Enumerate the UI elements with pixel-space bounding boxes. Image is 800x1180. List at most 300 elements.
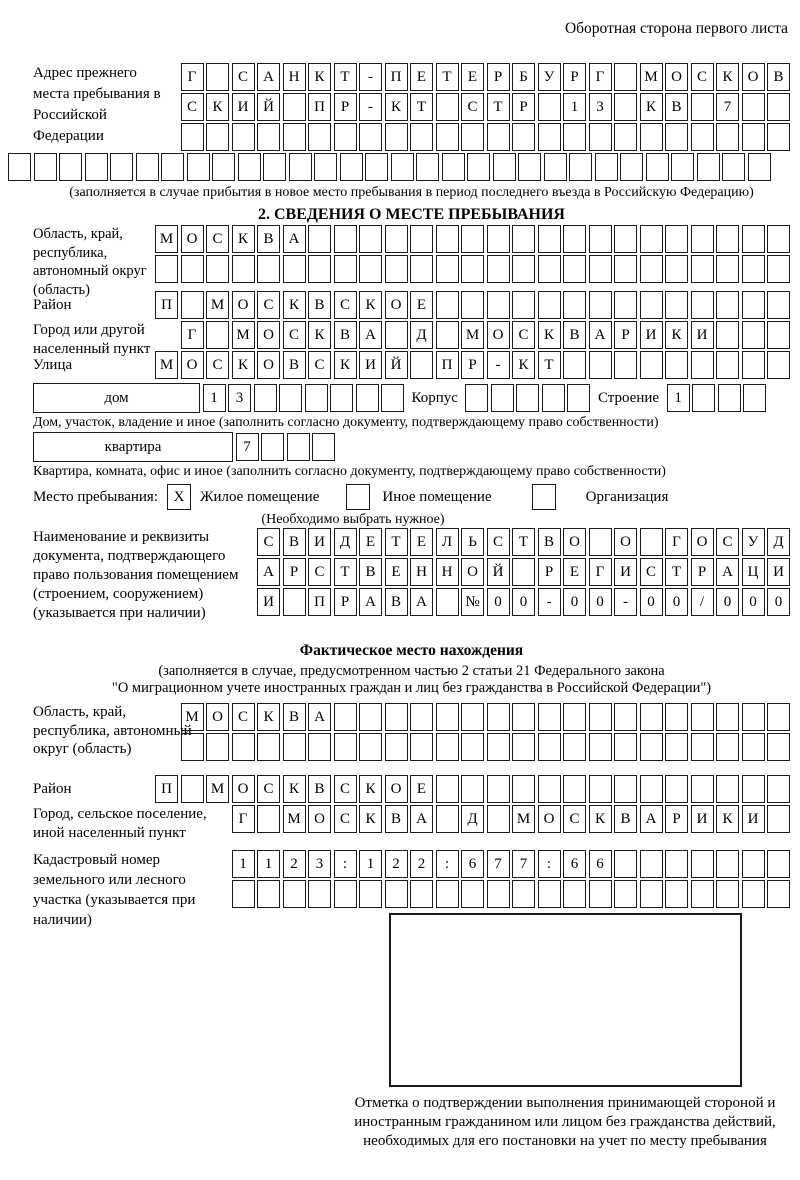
char-cell[interactable] [691, 775, 714, 803]
char-cell[interactable]: А [257, 558, 280, 586]
char-cell[interactable] [34, 153, 57, 181]
char-cell[interactable] [691, 733, 714, 761]
char-cell[interactable]: К [232, 225, 255, 253]
char-cell[interactable] [742, 93, 765, 121]
char-cell[interactable]: В [283, 351, 306, 379]
char-cell[interactable] [261, 433, 284, 461]
char-cell[interactable]: - [487, 351, 510, 379]
char-cell[interactable] [640, 703, 663, 731]
char-cell[interactable] [716, 321, 739, 349]
char-cell[interactable]: Р [334, 588, 357, 616]
char-cell[interactable] [538, 775, 561, 803]
char-cell[interactable] [461, 880, 484, 908]
char-cell[interactable] [691, 850, 714, 878]
char-cell[interactable]: К [283, 775, 306, 803]
char-cell[interactable] [512, 880, 535, 908]
char-cell[interactable] [487, 805, 510, 833]
char-cell[interactable] [465, 384, 488, 412]
char-cell[interactable]: О [614, 528, 637, 556]
char-cell[interactable]: Р [334, 93, 357, 121]
char-cell[interactable] [563, 775, 586, 803]
char-cell[interactable]: : [334, 850, 357, 878]
char-cell[interactable] [589, 123, 612, 151]
char-cell[interactable]: Е [410, 528, 433, 556]
char-cell[interactable]: Т [334, 63, 357, 91]
char-cell[interactable]: 7 [512, 850, 535, 878]
char-cell[interactable]: Г [181, 63, 204, 91]
char-cell[interactable] [436, 255, 459, 283]
char-cell[interactable] [257, 255, 280, 283]
char-cell[interactable]: В [283, 703, 306, 731]
char-cell[interactable] [516, 384, 539, 412]
char-cell[interactable] [665, 255, 688, 283]
char-cell[interactable] [410, 703, 433, 731]
char-cell[interactable]: И [691, 321, 714, 349]
char-cell[interactable] [512, 775, 535, 803]
char-cell[interactable]: С [716, 528, 739, 556]
char-cell[interactable]: С [232, 703, 255, 731]
char-cell[interactable]: А [410, 805, 433, 833]
char-cell[interactable]: О [691, 528, 714, 556]
char-cell[interactable] [767, 850, 790, 878]
char-cell[interactable]: С [334, 291, 357, 319]
char-cell[interactable]: 6 [563, 850, 586, 878]
char-cell[interactable]: 1 [232, 850, 255, 878]
char-cell[interactable]: О [206, 703, 229, 731]
char-cell[interactable]: Е [410, 63, 433, 91]
char-cell[interactable]: А [359, 321, 382, 349]
char-cell[interactable] [356, 384, 379, 412]
char-cell[interactable] [359, 225, 382, 253]
char-cell[interactable] [283, 588, 306, 616]
char-cell[interactable]: В [257, 225, 280, 253]
char-cell[interactable]: П [308, 588, 331, 616]
char-cell[interactable] [595, 153, 618, 181]
char-cell[interactable]: К [257, 703, 280, 731]
char-cell[interactable] [691, 351, 714, 379]
char-cell[interactable] [742, 703, 765, 731]
char-cell[interactable]: Е [410, 775, 433, 803]
char-cell[interactable] [305, 384, 328, 412]
char-cell[interactable] [512, 733, 535, 761]
char-cell[interactable] [487, 703, 510, 731]
char-cell[interactable]: В [334, 321, 357, 349]
char-cell[interactable] [589, 733, 612, 761]
char-cell[interactable]: А [716, 558, 739, 586]
char-cell[interactable] [155, 255, 178, 283]
char-cell[interactable]: М [232, 321, 255, 349]
char-cell[interactable] [461, 123, 484, 151]
char-cell[interactable] [206, 63, 229, 91]
char-cell[interactable]: С [563, 805, 586, 833]
char-cell[interactable] [487, 775, 510, 803]
char-cell[interactable]: К [640, 93, 663, 121]
char-cell[interactable] [287, 433, 310, 461]
char-cell[interactable]: В [385, 805, 408, 833]
char-cell[interactable]: Р [691, 558, 714, 586]
char-cell[interactable] [691, 255, 714, 283]
char-cell[interactable] [742, 255, 765, 283]
char-cell[interactable] [436, 291, 459, 319]
char-cell[interactable] [665, 880, 688, 908]
char-cell[interactable] [442, 153, 465, 181]
char-cell[interactable] [589, 351, 612, 379]
char-cell[interactable]: О [742, 63, 765, 91]
char-cell[interactable]: О [257, 321, 280, 349]
char-cell[interactable] [487, 880, 510, 908]
char-cell[interactable]: М [155, 225, 178, 253]
char-cell[interactable]: Р [487, 63, 510, 91]
char-cell[interactable] [640, 351, 663, 379]
char-cell[interactable] [461, 291, 484, 319]
char-cell[interactable] [742, 733, 765, 761]
char-cell[interactable] [308, 123, 331, 151]
char-cell[interactable] [461, 255, 484, 283]
char-cell[interactable]: Т [665, 558, 688, 586]
char-cell[interactable] [385, 703, 408, 731]
char-cell[interactable] [257, 805, 280, 833]
char-cell[interactable]: Е [563, 558, 586, 586]
char-cell[interactable] [614, 775, 637, 803]
char-cell[interactable]: Т [410, 93, 433, 121]
char-cell[interactable] [563, 351, 586, 379]
char-cell[interactable]: Н [283, 63, 306, 91]
char-cell[interactable] [436, 321, 459, 349]
char-cell[interactable] [767, 123, 790, 151]
char-cell[interactable]: Т [538, 351, 561, 379]
char-cell[interactable]: 1 [563, 93, 586, 121]
char-cell[interactable] [742, 351, 765, 379]
char-cell[interactable] [665, 351, 688, 379]
char-cell[interactable] [767, 805, 790, 833]
house-type-box[interactable]: дом [33, 383, 200, 413]
char-cell[interactable] [181, 255, 204, 283]
char-cell[interactable] [563, 123, 586, 151]
char-cell[interactable]: Г [665, 528, 688, 556]
char-cell[interactable]: Р [563, 63, 586, 91]
char-cell[interactable] [512, 703, 535, 731]
char-cell[interactable]: О [665, 63, 688, 91]
char-cell[interactable]: С [257, 775, 280, 803]
char-cell[interactable] [391, 153, 414, 181]
char-cell[interactable] [359, 123, 382, 151]
char-cell[interactable] [436, 123, 459, 151]
char-cell[interactable]: П [436, 351, 459, 379]
char-cell[interactable]: 0 [563, 588, 586, 616]
char-cell[interactable]: М [181, 703, 204, 731]
char-cell[interactable] [308, 733, 331, 761]
char-cell[interactable] [385, 880, 408, 908]
char-cell[interactable]: Р [665, 805, 688, 833]
char-cell[interactable] [538, 255, 561, 283]
char-cell[interactable] [538, 123, 561, 151]
char-cell[interactable]: 1 [257, 850, 280, 878]
char-cell[interactable]: Р [512, 93, 535, 121]
char-cell[interactable]: И [640, 321, 663, 349]
char-cell[interactable] [640, 733, 663, 761]
char-cell[interactable]: К [359, 291, 382, 319]
char-cell[interactable]: 0 [487, 588, 510, 616]
char-cell[interactable]: Е [385, 558, 408, 586]
char-cell[interactable]: В [308, 291, 331, 319]
char-cell[interactable] [614, 93, 637, 121]
char-cell[interactable] [257, 733, 280, 761]
char-cell[interactable]: Е [461, 63, 484, 91]
char-cell[interactable] [614, 255, 637, 283]
char-cell[interactable]: О [257, 351, 280, 379]
char-cell[interactable]: И [232, 93, 255, 121]
char-cell[interactable] [671, 153, 694, 181]
char-cell[interactable] [691, 703, 714, 731]
char-cell[interactable]: Г [589, 63, 612, 91]
char-cell[interactable] [232, 733, 255, 761]
char-cell[interactable] [359, 703, 382, 731]
char-cell[interactable] [254, 384, 277, 412]
char-cell[interactable]: И [691, 805, 714, 833]
char-cell[interactable] [461, 733, 484, 761]
char-cell[interactable]: В [283, 528, 306, 556]
char-cell[interactable] [767, 291, 790, 319]
char-cell[interactable] [487, 123, 510, 151]
char-cell[interactable] [436, 775, 459, 803]
char-cell[interactable] [563, 225, 586, 253]
char-cell[interactable] [742, 775, 765, 803]
char-cell[interactable] [279, 384, 302, 412]
char-cell[interactable] [85, 153, 108, 181]
char-cell[interactable] [563, 703, 586, 731]
char-cell[interactable]: М [155, 351, 178, 379]
char-cell[interactable] [181, 291, 204, 319]
char-cell[interactable]: В [385, 588, 408, 616]
char-cell[interactable] [257, 123, 280, 151]
char-cell[interactable] [283, 880, 306, 908]
char-cell[interactable]: Т [385, 528, 408, 556]
char-cell[interactable]: К [232, 351, 255, 379]
char-cell[interactable]: П [385, 63, 408, 91]
char-cell[interactable]: С [487, 528, 510, 556]
char-cell[interactable]: Г [589, 558, 612, 586]
char-cell[interactable]: О [181, 225, 204, 253]
char-cell[interactable]: С [283, 321, 306, 349]
char-cell[interactable]: / [691, 588, 714, 616]
char-cell[interactable] [589, 225, 612, 253]
char-cell[interactable] [467, 153, 490, 181]
char-cell[interactable]: О [487, 321, 510, 349]
char-cell[interactable] [589, 775, 612, 803]
char-cell[interactable] [646, 153, 669, 181]
char-cell[interactable]: И [359, 351, 382, 379]
char-cell[interactable] [691, 880, 714, 908]
char-cell[interactable] [569, 153, 592, 181]
char-cell[interactable] [334, 123, 357, 151]
char-cell[interactable] [614, 291, 637, 319]
char-cell[interactable]: И [614, 558, 637, 586]
char-cell[interactable]: 0 [716, 588, 739, 616]
char-cell[interactable]: С [206, 351, 229, 379]
char-cell[interactable] [563, 880, 586, 908]
char-cell[interactable] [767, 880, 790, 908]
char-cell[interactable] [640, 123, 663, 151]
char-cell[interactable] [257, 880, 280, 908]
char-cell[interactable] [410, 255, 433, 283]
char-cell[interactable] [767, 775, 790, 803]
char-cell[interactable]: Т [487, 93, 510, 121]
char-cell[interactable]: О [385, 291, 408, 319]
char-cell[interactable]: В [563, 321, 586, 349]
char-cell[interactable]: Р [538, 558, 561, 586]
char-cell[interactable] [697, 153, 720, 181]
char-cell[interactable]: Г [232, 805, 255, 833]
stay-option-other-checkbox[interactable] [346, 484, 370, 510]
char-cell[interactable]: 7 [236, 433, 259, 461]
char-cell[interactable]: - [614, 588, 637, 616]
char-cell[interactable] [665, 703, 688, 731]
char-cell[interactable] [665, 225, 688, 253]
char-cell[interactable] [716, 850, 739, 878]
char-cell[interactable]: 2 [385, 850, 408, 878]
char-cell[interactable]: К [716, 63, 739, 91]
char-cell[interactable] [614, 63, 637, 91]
char-cell[interactable] [461, 775, 484, 803]
char-cell[interactable] [314, 153, 337, 181]
char-cell[interactable]: 0 [767, 588, 790, 616]
char-cell[interactable] [665, 850, 688, 878]
char-cell[interactable]: 3 [589, 93, 612, 121]
char-cell[interactable]: 1 [667, 384, 690, 412]
char-cell[interactable]: М [461, 321, 484, 349]
char-cell[interactable] [232, 880, 255, 908]
char-cell[interactable]: А [410, 588, 433, 616]
char-cell[interactable]: В [308, 775, 331, 803]
char-cell[interactable] [538, 703, 561, 731]
char-cell[interactable]: К [589, 805, 612, 833]
char-cell[interactable]: Е [359, 528, 382, 556]
char-cell[interactable]: 0 [512, 588, 535, 616]
char-cell[interactable] [181, 775, 204, 803]
char-cell[interactable]: И [767, 558, 790, 586]
char-cell[interactable]: М [206, 775, 229, 803]
char-cell[interactable] [385, 225, 408, 253]
char-cell[interactable] [385, 321, 408, 349]
char-cell[interactable] [238, 153, 261, 181]
char-cell[interactable] [567, 384, 590, 412]
char-cell[interactable] [8, 153, 31, 181]
char-cell[interactable] [563, 255, 586, 283]
char-cell[interactable] [283, 255, 306, 283]
char-cell[interactable]: М [640, 63, 663, 91]
char-cell[interactable]: О [232, 775, 255, 803]
char-cell[interactable] [742, 291, 765, 319]
char-cell[interactable] [691, 225, 714, 253]
char-cell[interactable]: К [512, 351, 535, 379]
char-cell[interactable] [538, 733, 561, 761]
char-cell[interactable]: В [538, 528, 561, 556]
char-cell[interactable]: Т [334, 558, 357, 586]
char-cell[interactable]: П [155, 291, 178, 319]
char-cell[interactable]: Р [283, 558, 306, 586]
char-cell[interactable] [748, 153, 771, 181]
char-cell[interactable]: А [640, 805, 663, 833]
char-cell[interactable] [263, 153, 286, 181]
char-cell[interactable] [334, 225, 357, 253]
char-cell[interactable] [493, 153, 516, 181]
char-cell[interactable] [359, 880, 382, 908]
apartment-type-box[interactable]: квартира [33, 432, 233, 462]
char-cell[interactable] [436, 805, 459, 833]
char-cell[interactable] [436, 588, 459, 616]
char-cell[interactable] [59, 153, 82, 181]
char-cell[interactable] [589, 255, 612, 283]
char-cell[interactable] [767, 733, 790, 761]
char-cell[interactable] [487, 255, 510, 283]
char-cell[interactable] [614, 123, 637, 151]
char-cell[interactable]: Д [334, 528, 357, 556]
char-cell[interactable] [767, 703, 790, 731]
char-cell[interactable] [640, 528, 663, 556]
char-cell[interactable] [308, 255, 331, 283]
char-cell[interactable] [461, 225, 484, 253]
char-cell[interactable]: С [257, 528, 280, 556]
char-cell[interactable]: А [359, 588, 382, 616]
char-cell[interactable] [742, 850, 765, 878]
char-cell[interactable]: 1 [203, 384, 226, 412]
char-cell[interactable]: С [334, 775, 357, 803]
char-cell[interactable] [410, 123, 433, 151]
char-cell[interactable]: О [232, 291, 255, 319]
char-cell[interactable]: С [308, 351, 331, 379]
char-cell[interactable]: 3 [228, 384, 251, 412]
char-cell[interactable] [538, 291, 561, 319]
char-cell[interactable] [640, 291, 663, 319]
char-cell[interactable]: 0 [589, 588, 612, 616]
char-cell[interactable] [359, 733, 382, 761]
char-cell[interactable]: Й [487, 558, 510, 586]
char-cell[interactable]: : [436, 850, 459, 878]
char-cell[interactable]: Г [181, 321, 204, 349]
char-cell[interactable]: О [308, 805, 331, 833]
char-cell[interactable] [538, 880, 561, 908]
char-cell[interactable] [283, 733, 306, 761]
char-cell[interactable]: С [691, 63, 714, 91]
char-cell[interactable] [614, 225, 637, 253]
char-cell[interactable]: О [461, 558, 484, 586]
char-cell[interactable]: Р [461, 351, 484, 379]
char-cell[interactable] [181, 123, 204, 151]
char-cell[interactable] [614, 703, 637, 731]
char-cell[interactable] [691, 93, 714, 121]
char-cell[interactable] [544, 153, 567, 181]
char-cell[interactable] [614, 733, 637, 761]
char-cell[interactable] [289, 153, 312, 181]
char-cell[interactable]: А [308, 703, 331, 731]
char-cell[interactable] [614, 850, 637, 878]
char-cell[interactable]: - [359, 63, 382, 91]
char-cell[interactable] [340, 153, 363, 181]
char-cell[interactable]: О [563, 528, 586, 556]
char-cell[interactable] [436, 880, 459, 908]
char-cell[interactable] [716, 291, 739, 319]
char-cell[interactable] [542, 384, 565, 412]
char-cell[interactable]: Ь [461, 528, 484, 556]
char-cell[interactable]: П [308, 93, 331, 121]
char-cell[interactable]: У [538, 63, 561, 91]
char-cell[interactable] [359, 255, 382, 283]
char-cell[interactable]: 3 [308, 850, 331, 878]
char-cell[interactable] [381, 384, 404, 412]
char-cell[interactable] [743, 384, 766, 412]
char-cell[interactable]: С [461, 93, 484, 121]
char-cell[interactable] [716, 225, 739, 253]
